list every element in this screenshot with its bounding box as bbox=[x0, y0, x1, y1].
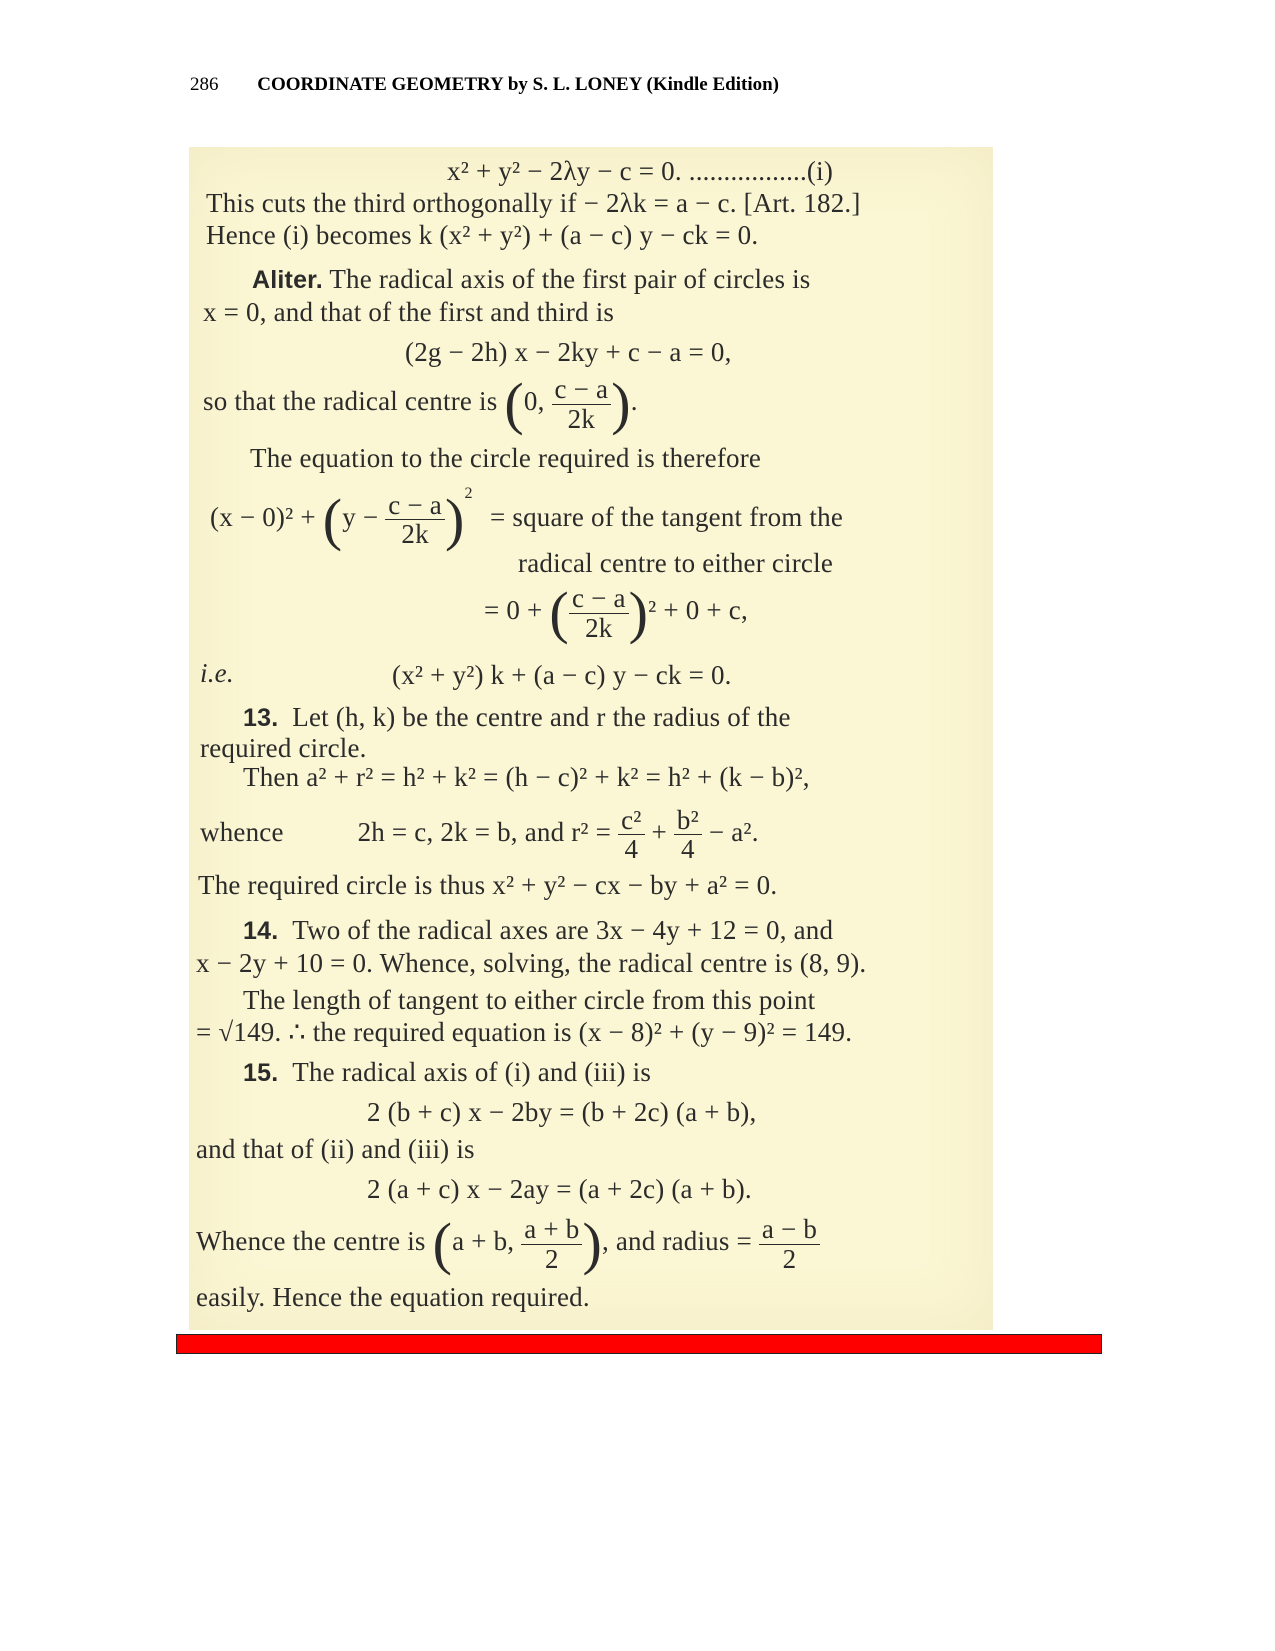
then-equation: Then a² + r² = h² + k² = (h − c)² + k² = h² + (k − b)², bbox=[243, 762, 810, 792]
page-header bbox=[190, 74, 779, 96]
tangent-line-1: The length of tangent to either circle from this point bbox=[243, 985, 816, 1015]
ie-equation: (x² + y²) k + (a − c) y − ck = 0. bbox=[392, 660, 732, 690]
radical-centre-text: so that the radical centre is bbox=[203, 386, 498, 417]
item-14-text: Two of the radical axes are 3x − 4y + 12 = 0, and bbox=[292, 915, 834, 945]
aliter-text-2: x = 0, and that of the first and third is bbox=[203, 297, 615, 327]
right-paren-icon: ) bbox=[582, 1211, 602, 1276]
aliter-label: Aliter. bbox=[252, 266, 323, 294]
right-paren-icon: ) bbox=[444, 486, 465, 552]
ie-label: i.e. bbox=[200, 658, 234, 688]
circle-fraction: $\frac{c - a}{2k}$ bbox=[385, 491, 445, 549]
left-paren-icon: ( bbox=[322, 486, 343, 552]
easily-line: easily. Hence the equation required. bbox=[196, 1282, 590, 1312]
page-number: 286 bbox=[190, 74, 219, 95]
item-15-text: The radical axis of (i) and (iii) is bbox=[292, 1057, 652, 1087]
radical-centre-either: radical centre to either circle bbox=[518, 548, 833, 578]
item-13-text: Let (h, k) be the centre and r the radius of the bbox=[292, 702, 791, 732]
whence-label: whence bbox=[200, 817, 284, 848]
item-14-line bbox=[243, 915, 833, 946]
item-15-line bbox=[243, 1057, 651, 1088]
whence-centre-line: Whence the centre is (a + b, $\frac{a + b}{2}$ ), and radius = $\frac{a - b}{2}$ bbox=[196, 1215, 820, 1273]
tangent-line-2: = √149. ∴ the required equation is (x − 8)² + (y − 9)² = 149. bbox=[196, 1017, 853, 1047]
c-squared-fraction: $\frac{\text{c²}}{4}$ bbox=[618, 806, 644, 864]
item-14-text-2: x − 2y + 10 = 0. Whence, solving, the radical centre is (8, 9). bbox=[196, 948, 867, 978]
aliter-equation: (2g − 2h) x − 2ky + c − a = 0, bbox=[405, 337, 732, 367]
item-15-equation-2: 2 (a + c) x − 2ay = (a + 2c) (a + b). bbox=[367, 1174, 752, 1204]
centre-lead: 0, bbox=[523, 386, 545, 417]
circle-equation-intro: The equation to the circle required is therefore bbox=[250, 443, 762, 473]
item-13-label: 13. bbox=[243, 704, 279, 732]
right-paren-icon: ) bbox=[628, 580, 649, 645]
circle-equation-lhs: (x − 0)² + (y − $\frac{c - a}{2k}$ )$^2$ bbox=[210, 485, 473, 552]
b-squared-fraction: $\frac{\text{b²}}{4}$ bbox=[674, 806, 702, 864]
left-paren-icon: ( bbox=[504, 371, 524, 436]
orthogonal-condition: This cuts the third orthogonally if − 2λk = a − c. [Art. 182.] bbox=[206, 188, 861, 218]
hence-becomes: Hence (i) becomes k (x² + y²) + (a − c) y − ck = 0. bbox=[206, 220, 759, 250]
radical-centre-line: so that the radical centre is (0, $\frac{c - a}{2k}$ ). bbox=[203, 371, 638, 436]
item-14-label: 14. bbox=[243, 917, 279, 945]
aliter-line-1 bbox=[252, 264, 811, 295]
left-paren-icon: ( bbox=[549, 580, 569, 645]
red-strip bbox=[176, 1334, 1102, 1354]
item-13-text-2: required circle. bbox=[200, 733, 367, 763]
book-title: COORDINATE GEOMETRY by S. L. LONEY (Kindle Edition) bbox=[257, 74, 779, 95]
centre-fraction: $\frac{c - a}{2k}$ bbox=[552, 375, 612, 433]
aliter-text-1: The radical axis of the first pair of circles is bbox=[329, 264, 811, 294]
required-circle: The required circle is thus x² + y² − cx − by + a² = 0. bbox=[198, 870, 778, 900]
circle-equation-rhs: = square of the tangent from the bbox=[490, 502, 844, 532]
item-15-equation-1: 2 (b + c) x − 2by = (b + 2c) (a + b), bbox=[367, 1097, 757, 1127]
centre-b-fraction: $\frac{a + b}{2}$ bbox=[521, 1215, 582, 1273]
whence-line: whence 2h = c, 2k = b, and r² = $\frac{\text{c²}}{4}$ + $\frac{\text{b²}}{4}$ − a². bbox=[200, 805, 759, 865]
value-equation: = 0 + ( $\frac{c - a}{2k}$ )² + 0 + c, bbox=[484, 580, 748, 645]
value-fraction: $\frac{c - a}{2k}$ bbox=[569, 584, 629, 642]
item-15-and: and that of (ii) and (iii) is bbox=[196, 1134, 475, 1164]
right-paren-icon: ) bbox=[611, 371, 631, 436]
equation-i: x² + y² − 2λy − c = 0. .................(i) bbox=[447, 156, 834, 186]
left-paren-icon: ( bbox=[432, 1211, 453, 1276]
radius-fraction: $\frac{a - b}{2}$ bbox=[759, 1215, 820, 1273]
item-13-line bbox=[243, 702, 791, 733]
item-15-label: 15. bbox=[243, 1059, 279, 1087]
